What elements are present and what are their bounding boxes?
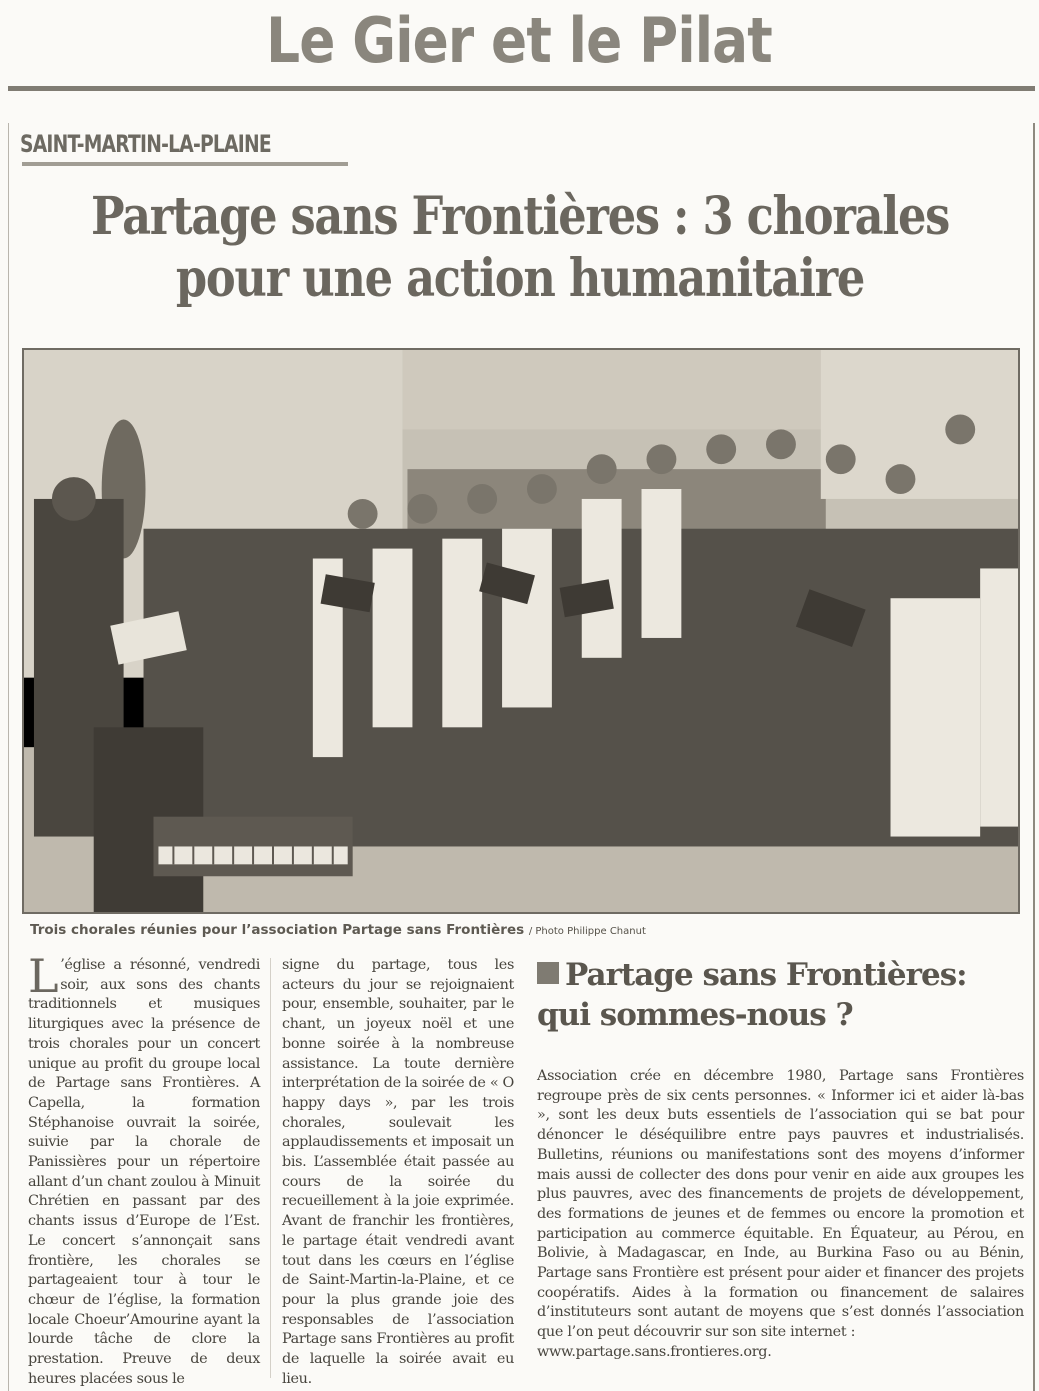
article-frame-right — [1033, 123, 1035, 1391]
column-1-text: ’église a résonné, vendredi soir, aux sons des chants traditionnels et musiques liturgiques avec la présence de trois chorales pour un concert unique au profit du groupe local de Partage sans Frontières. A Capella, la formation Stéphanoise ouvrait la soirée, suivie par la chorale de Panissières pour un répertoire allant d’un chant zoulou à Minuit Chrétien en passant par des chants issus d’Europe de l’Est. Le concert s’annonçait sans frontière, les chorales se partageaient tour à tour le chœur de l’église, la formation locale Choeur’Amourine ayant la lourde tâche de clore la prestation. Preuve de deux heures placées sous le — [28, 957, 260, 1387]
article-kicker: SAINT-MARTIN-LA-PLAINE — [20, 130, 271, 158]
article-column-2 — [282, 956, 514, 1389]
section-title: Le Gier et le Pilat — [266, 4, 773, 77]
sidebar-box-body — [537, 1067, 1024, 1363]
sidebar-body-text: Association crée en décembre 1980, Partage sans Frontières regroupe près de six cents personnes. « Informer ici et aider là-bas », sont les deux buts essentiels de l’association qui se bat pour dénoncer le déséquilibre entre pays pauvres et industrialisés. Bulletins, réunions ou manifestations sont des moyens d’informer mais aussi de collecter des dons pour venir en aide aux groupes les plus pauvres, avec des financements de projets de développement, des formations de jeunes et de femmes ou encore la promotion et participation au commerce équitable. En Équateur, au Pérou, en Bolivie, à Madagascar, en Inde, au Burkina Faso ou au Bénin, Partage sans Frontière est présent pour aider et financer des projets coopératifs. Aides à la formation ou financement de salaires d’instituteurs sont autant de moyens que s’est donnés l’association que l’on peut découvrir sur son site internet : — [537, 1068, 1024, 1341]
kicker-underline — [22, 162, 348, 166]
sidebar-box-title — [537, 955, 1027, 1035]
website-url[interactable]: www.partage.sans.frontieres.org. — [537, 1343, 772, 1360]
photo-credit: / Photo Philippe Chanut — [528, 926, 646, 937]
article-column-1 — [28, 949, 260, 1389]
masthead-rule — [8, 86, 1035, 91]
drop-cap: L — [28, 949, 59, 1003]
article-headline — [15, 186, 1025, 310]
column-divider — [270, 958, 271, 1378]
column-2-text: signe du partage, tous les acteurs du jour se rejoignaient pour, ensemble, souhaiter, par le chant, un joyeux noël et une bonne soirée à la nombreuse assistance. La toute dernière interprétation de la soirée de « O happy days », par les trois chorales, soulevait les applaudissements et imposait un bis. L’assemblée était passée au cours de la soirée du recueillement à la joie exprimée. Avant de franchir les frontières, le partage était vendredi avant tout dans les cœurs en l’église de Saint-Martin-la-Plaine, et ce pour la plus grande joie des responsables de l’association Partage sans Frontières au profit de laquelle la soirée avait eu lieu. — [282, 957, 514, 1387]
sidebar-title-text: Partage sans Frontières: qui sommes-nous ? — [537, 957, 967, 1033]
square-bullet-icon — [537, 962, 559, 984]
headline-line-1: Partage sans Frontières : 3 chorales — [90, 186, 950, 247]
article-photo — [22, 348, 1020, 914]
choir-photo-illustration — [24, 350, 1018, 912]
masthead-bar — [0, 0, 1039, 88]
caption-text: Trois chorales réunies pour l’association Partage sans Frontières — [30, 922, 525, 938]
article-frame-left — [8, 123, 9, 1391]
photo-caption — [30, 922, 646, 938]
headline-line-2: pour une action humanitaire — [175, 248, 865, 309]
